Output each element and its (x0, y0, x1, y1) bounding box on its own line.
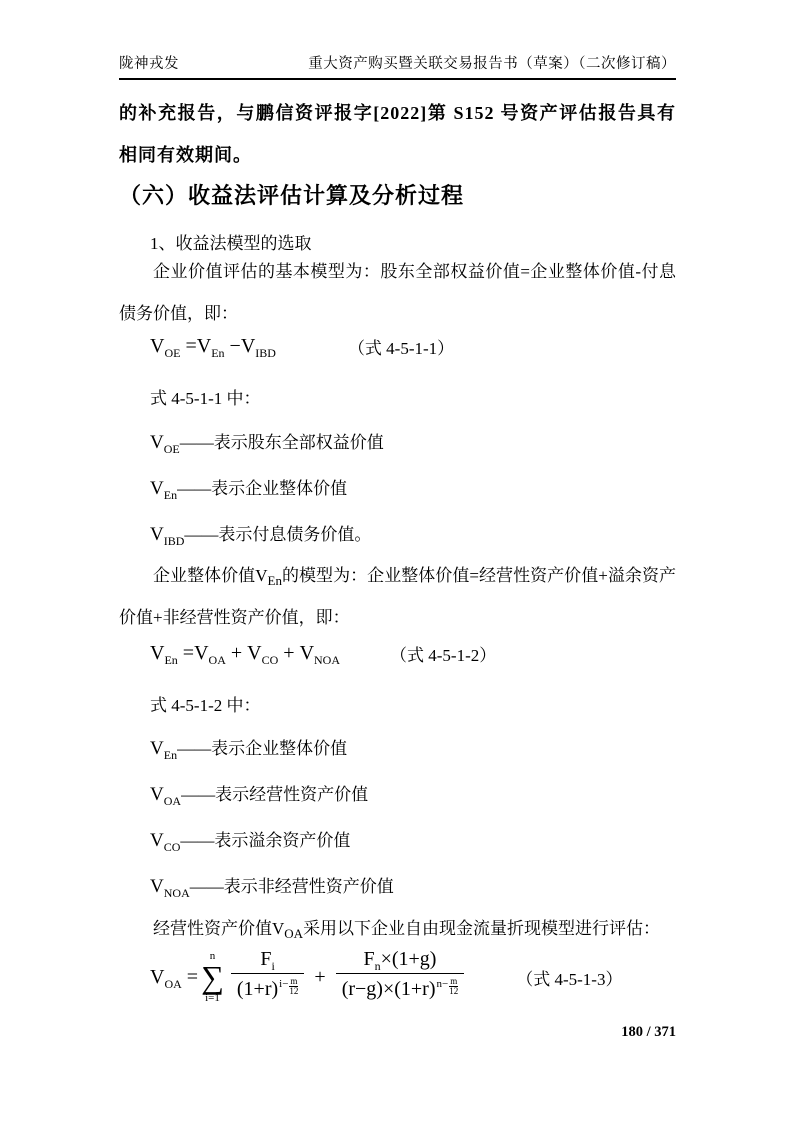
formula-tag: （式 4-5-1-3） (516, 969, 623, 989)
formula-term: $V_{IBD}$ (240, 335, 276, 360)
paragraph-operating-assets: 经营性资产价值$V_{OA}$采用以下企业自由现金流量折现模型进行评估： (153, 919, 661, 941)
definition-line: $V_{En}——$表示企业整体价值 (150, 478, 348, 502)
summation-symbol: n ∑ i=1 (201, 950, 224, 1004)
paragraph-basic-model: 企业价值评估的基本模型为：股东全部权益价值=企业整体价值-付息债务价值，即： (119, 262, 676, 323)
definition-line: $V_{OA}——$表示经营性资产价值 (150, 784, 369, 808)
formula-term: $V_{OA}$ (150, 965, 182, 991)
definition-line: $V_{NOA}——$表示非经营性资产价值 (150, 876, 394, 900)
definition-line: $V_{OE}——$表示股东全部权益价值 (150, 432, 384, 456)
formula-term: $V_{OA}$ (194, 642, 226, 667)
list-item-model-selection: 1、收益法模型的选取 (150, 234, 312, 253)
formula-tag: （式 4-5-1-2） (390, 646, 497, 665)
definition-line: $V_{IBD}——$表示付息债务价值。 (150, 524, 372, 548)
formula-4-5-1-1 (150, 334, 454, 359)
intro-paragraph: 的补充报告，与鹏信资评报字[2022]第 S152 号资产评估报告具有相同有效期间。 (119, 103, 676, 165)
formula-4-5-1-3 (150, 948, 622, 1007)
formula-term: $V_{CO}$ (247, 642, 279, 667)
equals-sign: = (186, 965, 199, 988)
definition-line: $V_{En}——$表示企业整体价值 (150, 738, 348, 762)
plus-sign: + (283, 642, 295, 664)
formula-term: $V_{En}$ (150, 642, 178, 667)
formula-tag: （式 4-5-1-1） (347, 339, 455, 358)
page-number: 180 / 371 (621, 1024, 676, 1040)
minus-sign: − (229, 335, 241, 357)
paragraph-enterprise-value: 企业整体价值$V_{En}$的模型为：企业整体价值=经营性资产价值+溢余资产价值+非经营性资产价值，即： (119, 566, 676, 627)
formula-label: 式 4-5-1-1 中： (150, 389, 261, 408)
header-left-text: 陇神戎发 (119, 56, 179, 72)
equals-sign: = (185, 335, 197, 357)
definition-line: $V_{CO}——$表示溢余资产价值 (150, 830, 351, 854)
section-heading: （六）收益法评估计算及分析过程 (119, 183, 465, 208)
page-header (119, 52, 676, 80)
formula-label: 式 4-5-1-2 中： (150, 696, 261, 715)
plus-sign: + (230, 642, 243, 664)
fraction-discounted-cashflow: $F_i$ (1+r) i− $\frac{m}{12}$ (231, 948, 305, 1007)
formula-term: $V_{OE}$ (150, 335, 181, 360)
formula-term: $V_{En}$ (196, 335, 225, 360)
plus-sign: + (314, 965, 326, 988)
formula-term: $V_{NOA}$ (299, 642, 341, 667)
fraction-terminal-value: $F_n\times(1+g)$ (r−g)×(1+r) n− $\frac{m}{12}$ (336, 948, 465, 1007)
header-right-text: 重大资产购买暨关联交易报告书（草案）（二次修订稿） (308, 56, 676, 72)
equals-sign: = (182, 642, 195, 664)
formula-4-5-1-2 (150, 641, 496, 666)
